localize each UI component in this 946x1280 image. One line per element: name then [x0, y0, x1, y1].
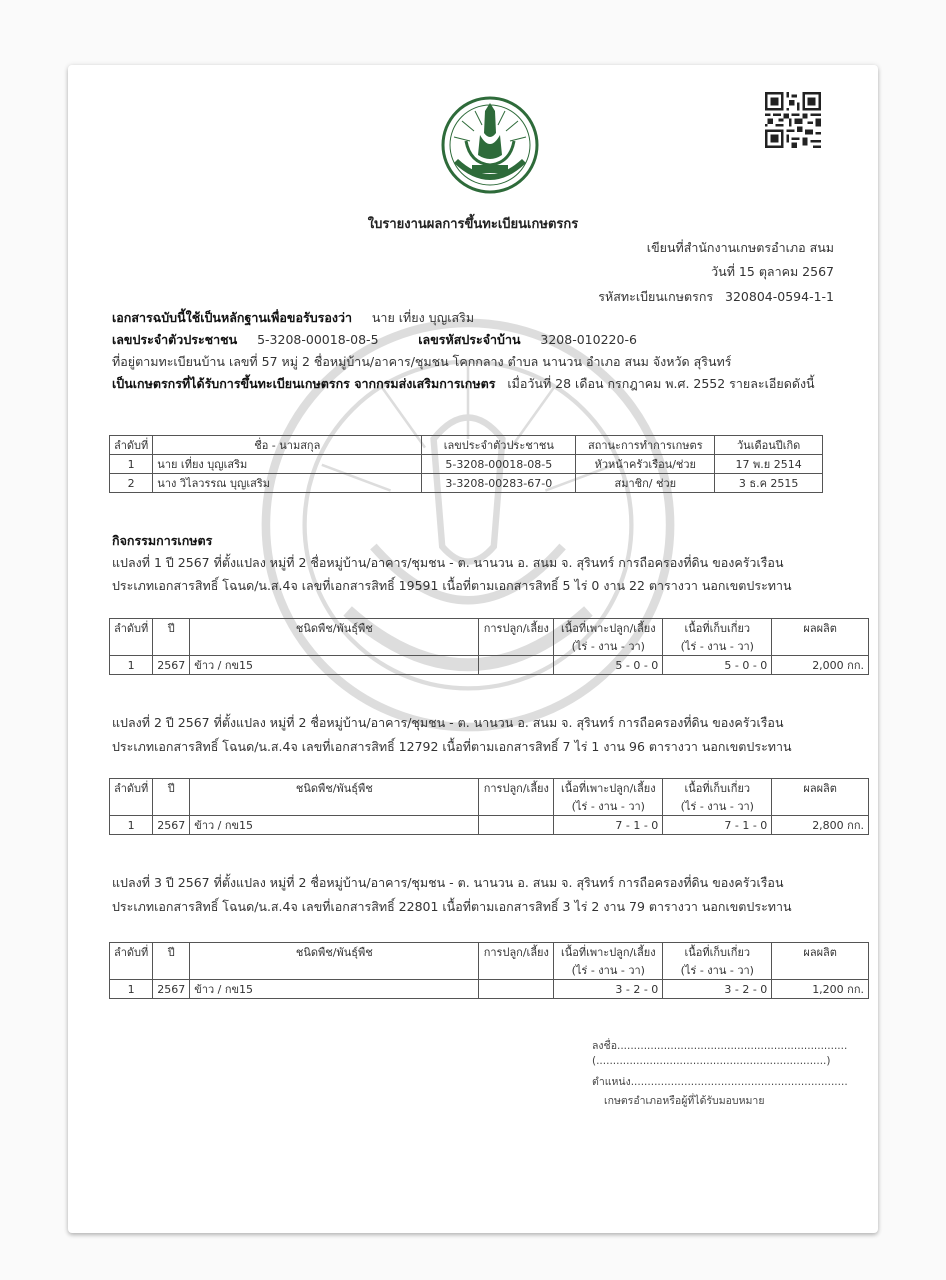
header-cell: ปี: [153, 779, 190, 816]
cell: ข้าว / กข15: [190, 656, 479, 675]
header-cell: ชนิดพืช/พันธุ์พืช: [190, 943, 479, 980]
plot-1-line-2: ประเภทเอกสารสิทธิ์ โฉนด/น.ส.4จ เลขที่เอกสารสิทธิ์ 19591 เนื้อที่ตามเอกสารสิทธิ์ 5 ไร่ 0 งาน 22 ตารางวา นอกเขตประทาน: [112, 578, 792, 593]
header-cell: ชื่อ - นามสกุล: [153, 436, 422, 455]
table-row: [110, 455, 823, 474]
header-cell: เนื้อที่เพาะปลูก/เลี้ยง: [554, 943, 663, 962]
header-cell: ผลผลิต: [772, 943, 869, 980]
signature-role: เกษตรอำเภอหรือผู้ที่ได้รับมอบหมาย: [604, 1095, 765, 1107]
cell: 1: [110, 455, 153, 474]
header-cell: ลำดับที่: [110, 943, 153, 980]
registered-label: เป็นเกษตรกรที่ได้รับการขึ้นทะเบียนเกษตรกร จากกรมส่งเสริมการเกษตร: [112, 376, 496, 391]
cell: นาง วิไลวรรณ บุญเสริม: [153, 474, 422, 493]
header-cell: ปี: [153, 619, 190, 656]
activities-heading: กิจกรรมการเกษตร: [112, 533, 213, 548]
cell: 1,200 กก.: [772, 980, 869, 999]
cell: [479, 816, 554, 835]
cell: 5-3208-00018-08-5: [422, 455, 576, 474]
header-cell: การปลูก/เลี้ยง: [479, 619, 554, 656]
cell: 1: [110, 980, 153, 999]
cell: 1: [110, 656, 153, 675]
cell: 2567: [153, 980, 190, 999]
citizen-id-label: เลขประจำตัวประชาชน: [112, 332, 238, 347]
certify-label: เอกสารฉบับนี้ใช้เป็นหลักฐานเพื่อขอรับรองว่า: [112, 310, 352, 325]
unit-cell: (ไร่ - งาน - วา): [663, 797, 772, 816]
signature-name-line: (.....................................................................): [592, 1055, 831, 1067]
document-date: วันที่ 15 ตุลาคม 2567: [711, 264, 834, 279]
cell: สมาชิก/ ช่วย: [576, 474, 715, 493]
header-cell: ลำดับที่: [110, 619, 153, 656]
plot-1-line-1: แปลงที่ 1 ปี 2567 ที่ตั้งแปลง หมู่ที่ 2 ชื่อหมู่บ้าน/อาคาร/ชุมชน - ต. นานวน อ. สนม จ. สุรินทร์ การถือครองที่ดิน ของครัวเรือน: [112, 555, 784, 570]
header-cell: วันเดือนปีเกิด: [715, 436, 823, 455]
header-cell: เนื้อที่เพาะปลูก/เลี้ยง: [554, 779, 663, 798]
header-cell: การปลูก/เลี้ยง: [479, 943, 554, 980]
cell: [479, 980, 554, 999]
header-cell: ผลผลิต: [772, 779, 869, 816]
cell: 3 ธ.ค 2515: [715, 474, 823, 493]
cell: [479, 656, 554, 675]
registry-code-value: 320804-0594-1-1: [725, 289, 834, 304]
house-code-label: เลขรหัสประจำบ้าน: [418, 332, 521, 347]
cell: 3-3208-00283-67-0: [422, 474, 576, 493]
header-cell: เนื้อที่เก็บเกี่ยว: [663, 779, 772, 798]
plot-1-table: [109, 618, 869, 675]
certify-name: นาย เที่ยง บุญเสริม: [371, 310, 475, 325]
plot-3-table: [109, 942, 869, 999]
cell: 2: [110, 474, 153, 493]
cell: 3 - 2 - 0: [663, 980, 772, 999]
cell: 2567: [153, 656, 190, 675]
citizen-id-value: 5-3208-00018-08-5: [257, 332, 379, 347]
header-cell: เลขประจำตัวประชาชน: [422, 436, 576, 455]
members-table: [109, 435, 823, 493]
written-at: เขียนที่สำนักงานเกษตรอำเภอ สนม: [646, 240, 834, 255]
table-header-row: [110, 619, 869, 638]
header-cell: ผลผลิต: [772, 619, 869, 656]
header-cell: เนื้อที่เก็บเกี่ยว: [663, 619, 772, 638]
cell: ข้าว / กข15: [190, 816, 479, 835]
house-code-value: 3208-010220-6: [540, 332, 637, 347]
cell: 5 - 0 - 0: [554, 656, 663, 675]
header-cell: เนื้อที่เก็บเกี่ยว: [663, 943, 772, 962]
qr-code-icon: [765, 92, 821, 148]
cell: 2,000 กก.: [772, 656, 869, 675]
header-cell: เนื้อที่เพาะปลูก/เลี้ยง: [554, 619, 663, 638]
header-cell: ปี: [153, 943, 190, 980]
id-line: [112, 330, 637, 350]
unit-cell: (ไร่ - งาน - วา): [663, 637, 772, 656]
unit-cell: (ไร่ - งาน - วา): [554, 637, 663, 656]
table-header-row: [110, 779, 869, 798]
header-cell: ชนิดพืช/พันธุ์พืช: [190, 779, 479, 816]
registry-code-line: [598, 287, 834, 307]
plot-3-line-2: ประเภทเอกสารสิทธิ์ โฉนด/น.ส.4จ เลขที่เอกสารสิทธิ์ 22801 เนื้อที่ตามเอกสารสิทธิ์ 3 ไร่ 2 งาน 79 ตารางวา นอกเขตประทาน: [112, 899, 792, 914]
header-cell: สถานะการทำการเกษตร: [576, 436, 715, 455]
cell: 7 - 1 - 0: [554, 816, 663, 835]
cell: 2567: [153, 816, 190, 835]
unit-cell: (ไร่ - งาน - วา): [554, 797, 663, 816]
registry-code-label: รหัสทะเบียนเกษตรกร: [598, 289, 714, 304]
cell: 2,800 กก.: [772, 816, 869, 835]
header-cell: ลำดับที่: [110, 436, 153, 455]
plot-2-table: [109, 778, 869, 835]
table-row: [110, 656, 869, 675]
department-seal-logo-icon: [440, 93, 540, 199]
plot-2-line-1: แปลงที่ 2 ปี 2567 ที่ตั้งแปลง หมู่ที่ 2 ชื่อหมู่บ้าน/อาคาร/ชุมชน - ต. นานวน อ. สนม จ. สุรินทร์ การถือครองที่ดิน ของครัวเรือน: [112, 715, 784, 730]
table-row: [110, 980, 869, 999]
header-cell: ลำดับที่: [110, 779, 153, 816]
registered-line: [112, 374, 815, 394]
cell: หัวหน้าครัวเรือน/ช่วย: [576, 455, 715, 474]
document-title: ใบรายงานผลการขึ้นทะเบียนเกษตรกร: [367, 217, 579, 232]
document-page: [68, 65, 878, 1233]
cell: 5 - 0 - 0: [663, 656, 772, 675]
table-row: [110, 474, 823, 493]
signature-position-line: ตำแหน่ง.................................................................: [592, 1076, 848, 1088]
address-line: ที่อยู่ตามทะเบียนบ้าน เลขที่ 57 หมู่ 2 ชื่อหมู่บ้าน/อาคาร/ชุมชน โคกกลาง ตำบล นานวน อำเภอ สนม จังหวัด สุรินทร์: [112, 354, 732, 369]
cell: 3 - 2 - 0: [554, 980, 663, 999]
registered-date: เมื่อวันที่ 28 เดือน กรกฎาคม พ.ศ. 2552 รายละเอียดดังนี้: [507, 376, 815, 391]
signature-line: ลงชื่อ.....................................................................: [592, 1040, 848, 1052]
header-cell: ชนิดพืช/พันธุ์พืช: [190, 619, 479, 656]
cell: 17 พ.ย 2514: [715, 455, 823, 474]
cell: นาย เที่ยง บุญเสริม: [153, 455, 422, 474]
cell: 7 - 1 - 0: [663, 816, 772, 835]
table-row: [110, 816, 869, 835]
plot-3-line-1: แปลงที่ 3 ปี 2567 ที่ตั้งแปลง หมู่ที่ 2 ชื่อหมู่บ้าน/อาคาร/ชุมชน - ต. นานวน อ. สนม จ. สุรินทร์ การถือครองที่ดิน ของครัวเรือน: [112, 875, 784, 890]
header-cell: การปลูก/เลี้ยง: [479, 779, 554, 816]
table-header-row: [110, 943, 869, 962]
plot-2-line-2: ประเภทเอกสารสิทธิ์ โฉนด/น.ส.4จ เลขที่เอกสารสิทธิ์ 12792 เนื้อที่ตามเอกสารสิทธิ์ 7 ไร่ 1 งาน 96 ตารางวา นอกเขตประทาน: [112, 739, 792, 754]
members-table-header: [110, 436, 823, 455]
unit-cell: (ไร่ - งาน - วา): [554, 961, 663, 980]
unit-cell: (ไร่ - งาน - วา): [663, 961, 772, 980]
certify-line: [112, 308, 474, 328]
cell: ข้าว / กข15: [190, 980, 479, 999]
cell: 1: [110, 816, 153, 835]
